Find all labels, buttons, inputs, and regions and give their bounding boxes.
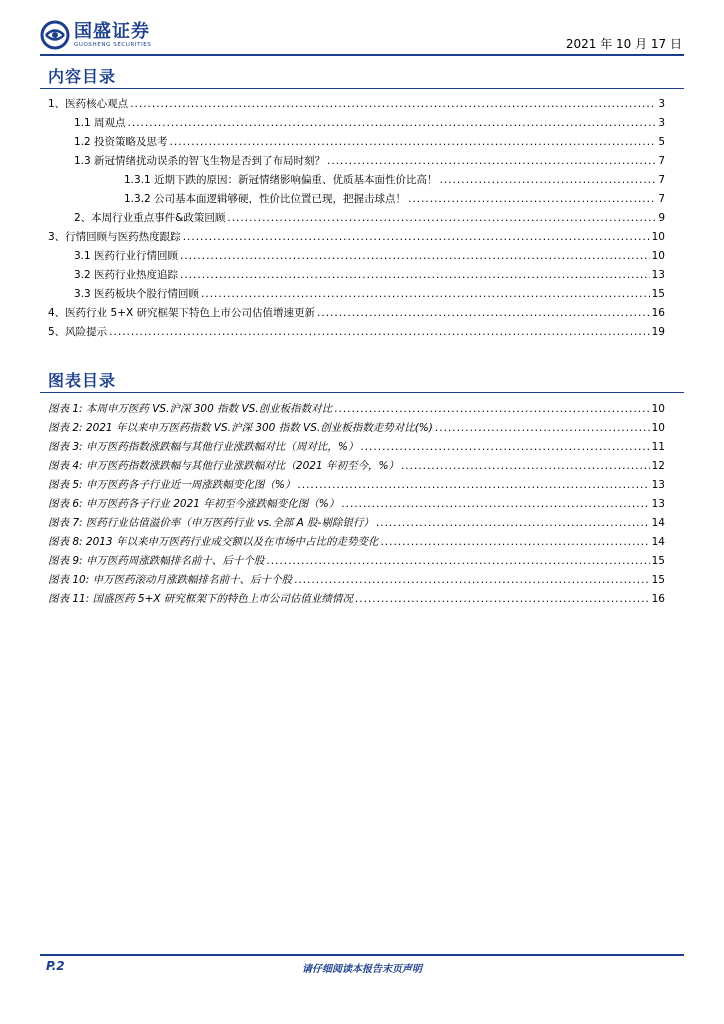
header-divider <box>40 54 684 56</box>
figure-entry[interactable] <box>48 572 665 588</box>
toc-entry-label: 3.2 医药行业热度追踪 <box>74 269 179 281</box>
toc-entry-label: 1、医药核心观点 <box>48 98 129 110</box>
figure-entry-page: 13 <box>651 498 665 510</box>
toc-title: 内容目录 <box>48 67 117 86</box>
toc-entry-page: 7 <box>658 155 665 167</box>
brand-logo-icon <box>40 20 70 50</box>
toc-entry[interactable] <box>74 286 665 302</box>
figure-entry-label: 图表 8: 2013 年以来申万医药行业成交额以及在市场中占比的走势变化 <box>48 536 379 548</box>
toc-entry-label: 4、医药行业 5+X 研究框架下特色上市公司估值增速更新 <box>48 307 316 319</box>
toc-entry-label: 3.3 医药板块个股行情回顾 <box>74 288 200 300</box>
toc-entry[interactable] <box>74 134 665 150</box>
figure-entry-label: 图表 7: 医药行业估值溢价率（申万医药行业 vs.全部 A 股-剔除银行） <box>48 517 374 529</box>
toc-entry-label: 5、风险提示 <box>48 326 108 338</box>
toc-entry-page: 16 <box>651 307 665 319</box>
toc-entry[interactable] <box>124 191 665 207</box>
figure-entry-label: 图表 9: 申万医药周涨跌幅排名前十、后十个股 <box>48 555 265 567</box>
toc-entry-label: 1.3 新冠情绪扰动误杀的智飞生物是否到了布局时刻？ <box>74 155 326 167</box>
toc-entry-page: 13 <box>651 269 665 281</box>
figure-entry-page: 15 <box>651 555 665 567</box>
toc-entry-page: 19 <box>651 326 665 338</box>
figure-entry[interactable] <box>48 458 665 474</box>
toc-entry-page: 10 <box>651 231 665 243</box>
figures-title: 图表目录 <box>48 371 117 390</box>
figure-entry-label: 图表 10: 申万医药滚动月涨跌幅排名前十、后十个股 <box>48 574 293 586</box>
figure-entry-page: 11 <box>651 441 665 453</box>
figure-entry-label: 图表 1: 本周申万医药 VS.沪深 300 指数 VS.创业板指数对比 <box>48 403 333 415</box>
footer-divider <box>40 954 684 956</box>
toc-entry[interactable] <box>48 305 665 321</box>
toc-entry[interactable] <box>74 153 665 169</box>
toc-entry[interactable] <box>48 229 665 245</box>
toc-entry-page: 10 <box>651 250 665 262</box>
figure-entry-page: 15 <box>651 574 665 586</box>
toc-entry[interactable] <box>48 96 665 112</box>
toc-entry-label: 1.1 周观点 <box>74 117 126 129</box>
toc-entry[interactable] <box>74 115 665 131</box>
figure-entry-label: 图表 4: 申万医药指数涨跌幅与其他行业涨跌幅对比（2021 年初至今，%） <box>48 460 399 472</box>
figure-entry-label: 图表 2: 2021 年以来申万医药指数 VS.沪深 300 指数 VS.创业板指数走势对比(%) <box>48 422 433 434</box>
toc-entry[interactable] <box>74 210 665 226</box>
toc-entry-page: 15 <box>651 288 665 300</box>
figure-entry[interactable] <box>48 515 665 531</box>
toc-entry-label: 1.3.1 近期下跌的原因：新冠情绪影响偏重、优质基本面性价比高！ <box>124 174 438 186</box>
toc-entry[interactable] <box>48 324 665 340</box>
figure-entry-label: 图表 3: 申万医药指数涨跌幅与其他行业涨跌幅对比（周对比，%） <box>48 441 359 453</box>
figure-entry-page: 10 <box>651 422 665 434</box>
page-number: P.2 <box>46 959 65 973</box>
figure-entry[interactable] <box>48 534 665 550</box>
figure-entry-page: 10 <box>651 403 665 415</box>
toc-entry-page: 3 <box>658 117 665 129</box>
toc-entry-label: 1.2 投资策略及思考 <box>74 136 168 148</box>
toc-title-rule <box>40 88 684 89</box>
toc-entry-label: 2、本周行业重点事件&政策回顾 <box>74 212 226 224</box>
figure-entry-label: 图表 6: 申万医药各子行业 2021 年初至今涨跌幅变化图（%） <box>48 498 340 510</box>
figure-entry[interactable] <box>48 553 665 569</box>
figure-entry[interactable] <box>48 420 665 436</box>
figure-entry[interactable] <box>48 591 665 607</box>
figure-entry[interactable] <box>48 477 665 493</box>
toc-entry[interactable] <box>74 248 665 264</box>
toc-entry-label: 3.1 医药行业行情回顾 <box>74 250 179 262</box>
page-header <box>40 18 684 58</box>
figure-entry-page: 14 <box>651 517 665 529</box>
toc-entry-page: 3 <box>658 98 665 110</box>
figure-entry[interactable] <box>48 496 665 512</box>
toc-entry-page: 9 <box>658 212 665 224</box>
figure-entry-page: 16 <box>651 593 665 605</box>
figures-title-rule <box>40 392 684 393</box>
report-date: 2021 年 10 月 17 日 <box>565 37 682 51</box>
brand-name-cn: 国盛证券 <box>74 20 150 42</box>
figure-entry-label: 图表 5: 申万医药各子行业近一周涨跌幅变化图（%） <box>48 479 296 491</box>
figure-entry-page: 12 <box>651 460 665 472</box>
figure-entry-page: 14 <box>651 536 665 548</box>
figure-entry-label: 图表 11: 国盛医药 5+X 研究框架下的特色上市公司估值业绩情况 <box>48 593 353 605</box>
toc-entry-page: 5 <box>658 136 665 148</box>
disclaimer-note: 请仔细阅读本报告末页声明 <box>302 964 422 975</box>
toc-entry-page: 7 <box>658 174 665 186</box>
toc-entry[interactable] <box>74 267 665 283</box>
toc-entry-page: 7 <box>658 193 665 205</box>
toc-entry-label: 3、行情回顾与医药热度跟踪 <box>48 231 181 243</box>
figure-entry[interactable] <box>48 439 665 455</box>
figure-entry-page: 13 <box>651 479 665 491</box>
figure-entry[interactable] <box>48 401 665 417</box>
toc-entry-label: 1.3.2 公司基本面逻辑够硬，性价比位置已现，把握击球点！ <box>124 193 407 205</box>
toc-entry[interactable] <box>124 172 665 188</box>
brand-name-en: GUOSHENG SECURITIES <box>74 41 152 48</box>
brand-logo <box>40 20 151 50</box>
